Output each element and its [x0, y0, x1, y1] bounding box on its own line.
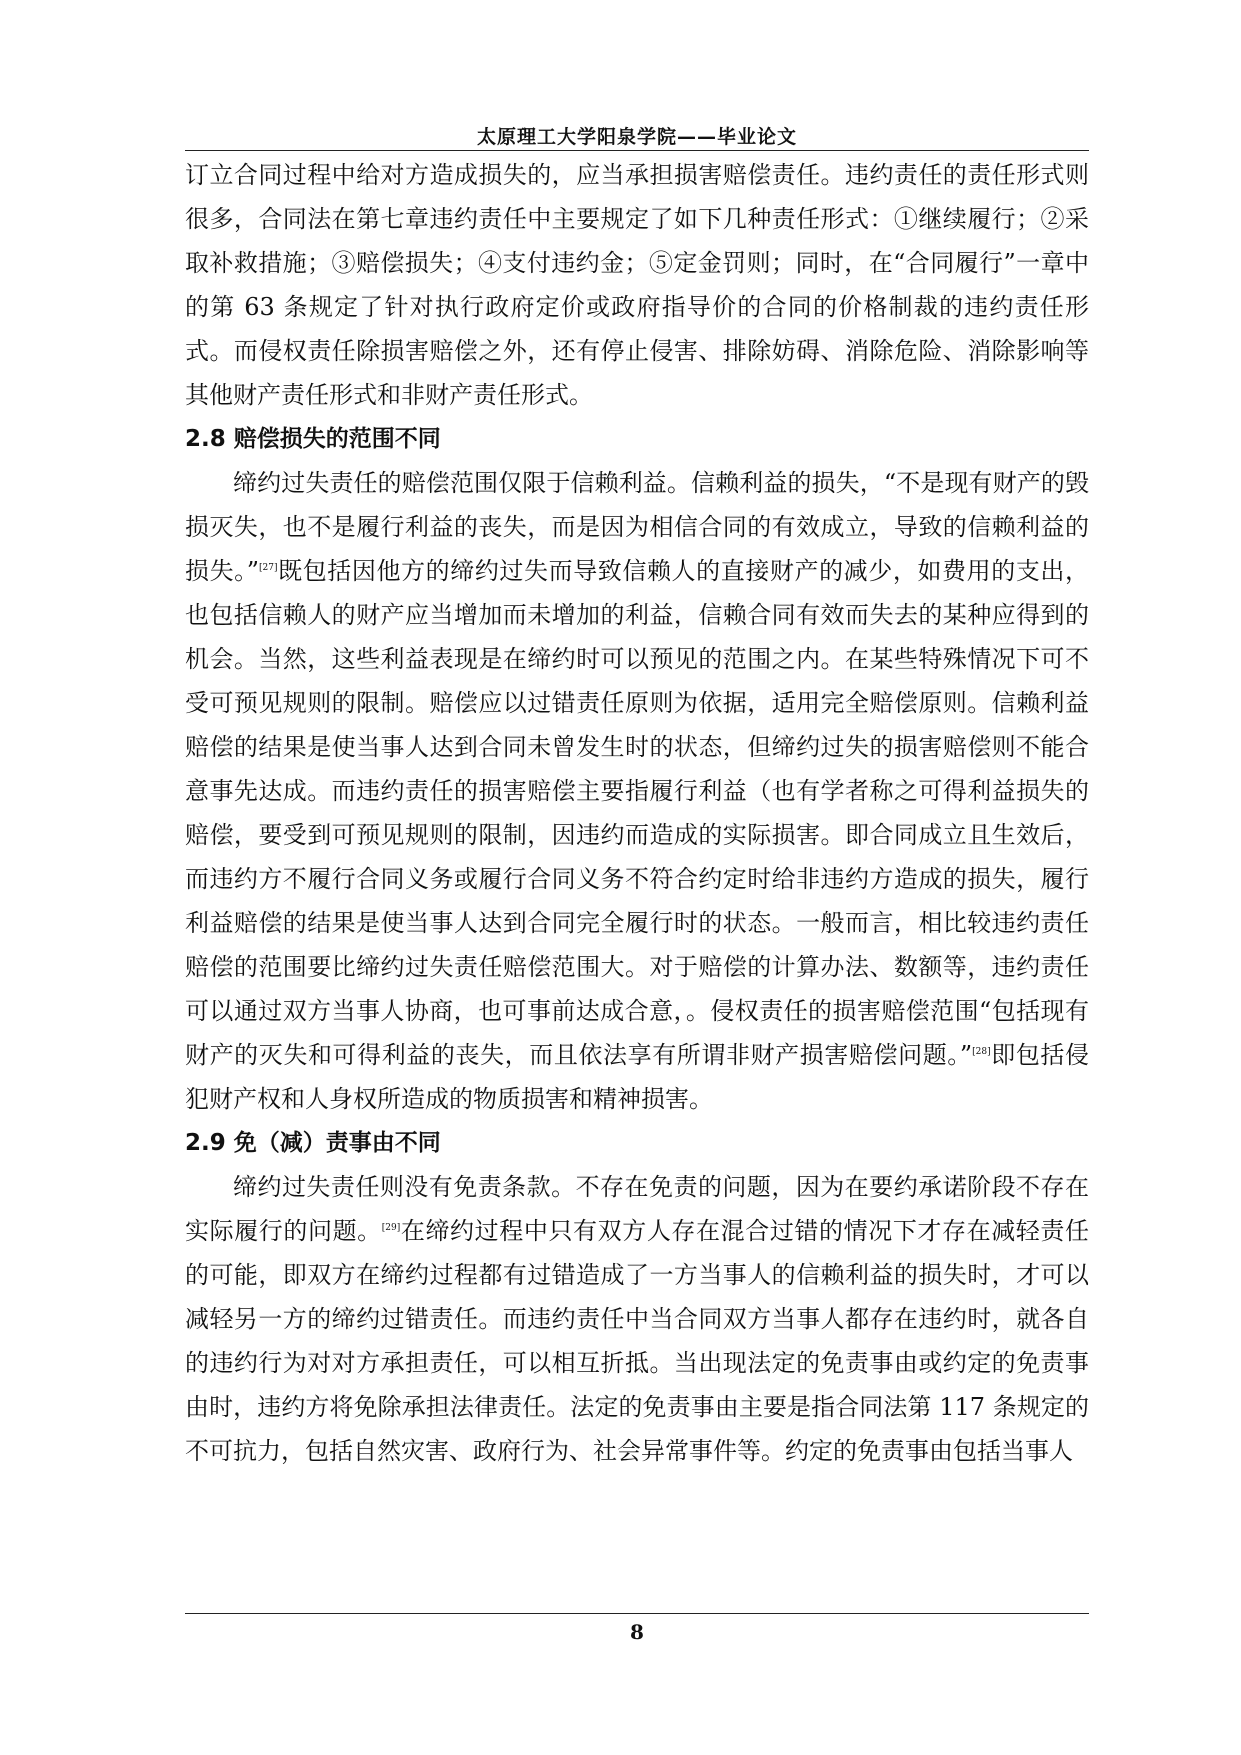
page-number: 8: [630, 1620, 644, 1644]
paragraph-text: 即包括侵犯财产权和人身权所造成的物质损害和精神损害。: [185, 1041, 1089, 1113]
citation-ref-29: [29]: [381, 1223, 401, 1233]
paragraph-text: 缔约过失责任则没有免责条款。不存在免责的问题，因为在要约承诺阶段不存在实际履行的问题。: [185, 1173, 1089, 1245]
page-content: [185, 153, 1089, 1473]
paragraph-text: 既包括因他方的缔约过失而导致信赖人的直接财产的减少，如费用的支出，也包括信赖人的财产应当增加而未增加的利益，信赖合同有效而失去的某种应得到的机会。当然，这些利益表现是在缔约时可以预见的范围之内。在某些特殊情况下可不受可预见规则的限制。赔偿应以过错责任原则为依据，适用完全赔偿原则。信赖利益赔偿的结果是使当事人达到合同未曾发生时的状态，但缔约过失的损害赔偿则不能合意事先达成。而违约责任的损害赔偿主要指履行利益（也有学者称之可得利益损失的赔偿，要受到可预见规则的限制，因违约而造成的实际损害。即合同成立且生效后，而违约方不履行合同义务或履行合同义务不符合约定时给非违约方造成的损失，履行利益赔偿的结果是使当事人达到合同完全履行时的状态。一般而言，相比较违约责任赔偿的范围要比缔约过失责任赔偿范围大。对于赔偿的计算办法、数额等，违约责任可以通过双方当事人协商，也可事前达成合意，。侵权责任的损害赔偿范围“包括现有财产的灭失和可得利益的丧失，而且依法享有所谓非财产损害赔偿问题。”: [185, 557, 1089, 1069]
section-heading-2-9: 2.9 免（减）责事由不同: [185, 1130, 441, 1156]
paragraph-damage-scope: [185, 461, 1089, 1121]
paragraph-exemption-grounds: [185, 1165, 1089, 1473]
running-header: 太原理工大学阳泉学院——毕业论文: [476, 126, 797, 148]
citation-ref-27: [27]: [259, 563, 278, 573]
section-heading-2-8: 2.8 赔偿损失的范围不同: [185, 426, 441, 452]
citation-ref-28: [28]: [972, 1047, 991, 1057]
header-rule: [185, 150, 1089, 151]
paragraph-liability-forms: 订立合同过程中给对方造成损失的，应当承担损害赔偿责任。违约责任的责任形式则很多，合同法在第七章违约责任中主要规定了如下几种责任形式：①继续履行；②采取补救措施；③赔偿损失；④支付违约金；⑤定金罚则；同时，在“合同履行”一章中的第 63 条规定了针对执行政府定价或政府指导价的合同的价格制裁的违约责任形式。而侵权责任除损害赔偿之外，还有停止侵害、排除妨碍、消除危险、消除影响等其他财产责任形式和非财产责任形式。: [185, 161, 1089, 409]
footer-rule: [185, 1613, 1089, 1614]
paragraph-text: 在缔约过程中只有双方人存在混合过错的情况下才存在减轻责任的可能，即双方在缔约过程都有过错造成了一方当事人的信赖利益的损失时，才可以减轻另一方的缔约过错责任。而违约责任中当合同双方当事人都存在违约时，就各自的违约行为对对方承担责任，可以相互折抵。当出现法定的免责事由或约定的免责事由时，违约方将免除承担法律责任。法定的免责事由主要是指合同法第 117 条规定的不可抗力，包括自然灾害、政府行为、社会异常事件等。约定的免责事由包括当事人: [185, 1217, 1089, 1465]
paragraph-text: 缔约过失责任的赔偿范围仅限于信赖利益。信赖利益的损失，“不是现有财产的毁损灭失，也不是履行利益的丧失，而是因为相信合同的有效成立，导致的信赖利益的损失。”: [185, 469, 1089, 585]
